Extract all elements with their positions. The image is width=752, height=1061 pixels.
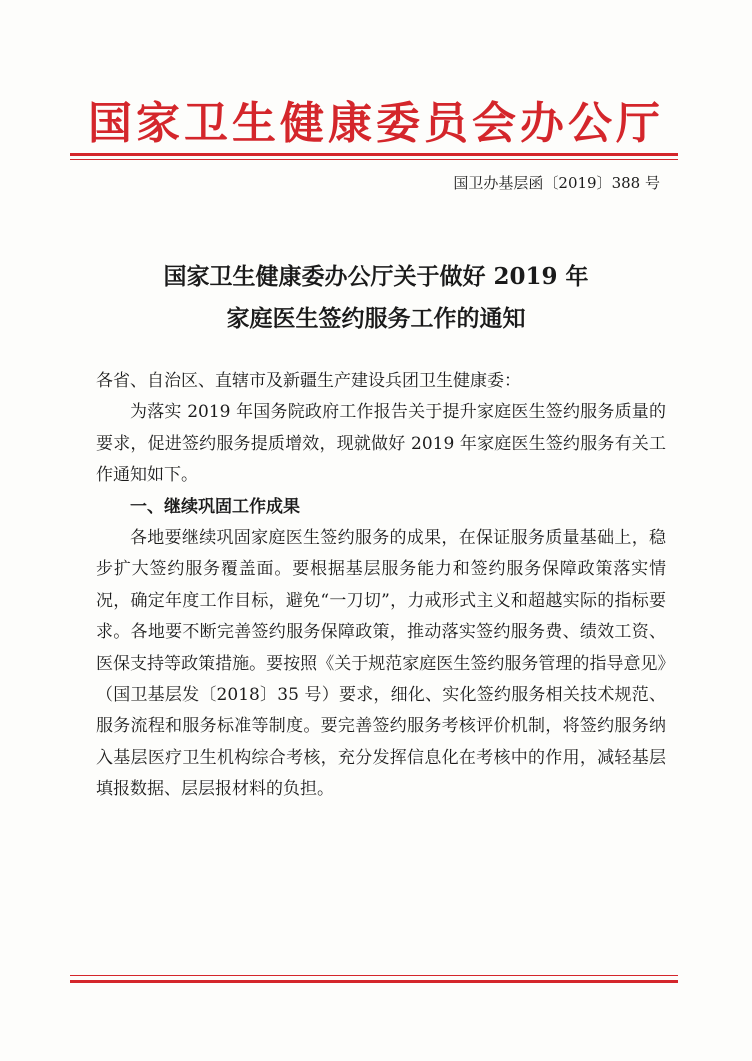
footer-red-rule-thick bbox=[70, 980, 678, 983]
header-red-rule-thick bbox=[70, 153, 678, 156]
document-number: 国卫办基层函〔2019〕388 号 bbox=[453, 174, 660, 192]
document-title bbox=[60, 256, 692, 340]
section-1-heading: 一、继续巩固工作成果 bbox=[130, 496, 300, 517]
intro-paragraph: 为落实 2019 年国务院政府工作报告关于提升家庭医生签约服务质量的要求，促进签约服务提质增效，现就做好 2019 年家庭医生签约服务有关工作通知如下。 bbox=[96, 402, 666, 486]
issuing-organization-header: 国家卫生健康委员会办公厅 bbox=[88, 98, 664, 149]
footer-red-rule-thin bbox=[70, 975, 678, 976]
section-1-paragraph: 各地要继续巩固家庭医生签约服务的成果，在保证服务质量基础上，稳步扩大签约服务覆盖面。要根据基层服务能力和签约服务保障政策落实情况，确定年度工作目标，避免“一刀切”，力戒形式主义和超越实际的指标要求。各地要不断完善签约服务保障政策，推动落实签约服务费、绩效工资、医保支持等政策措施。要按照《关于规范家庭医生签约服务管理的指导意见》（国卫基层发〔2018〕35 号）要求，细化、实化签约服务相关技术规范、服务流程和服务标准等制度。要完善签约服务考核评价机制，将签约服务纳入基层医疗卫生机构综合考核，充分发挥信息化在考核中的作用，减轻基层填报数据、层层报材料的负担。 bbox=[96, 528, 666, 800]
document-body bbox=[96, 366, 666, 806]
document-title-line-1: 国家卫生健康委办公厅关于做好 2019 年 bbox=[163, 263, 589, 290]
document-title-line-2: 家庭医生签约服务工作的通知 bbox=[226, 305, 526, 332]
addressee: 各省、自治区、直辖市及新疆生产建设兵团卫生健康委： bbox=[96, 371, 521, 391]
header-red-rule-thin bbox=[70, 159, 678, 160]
